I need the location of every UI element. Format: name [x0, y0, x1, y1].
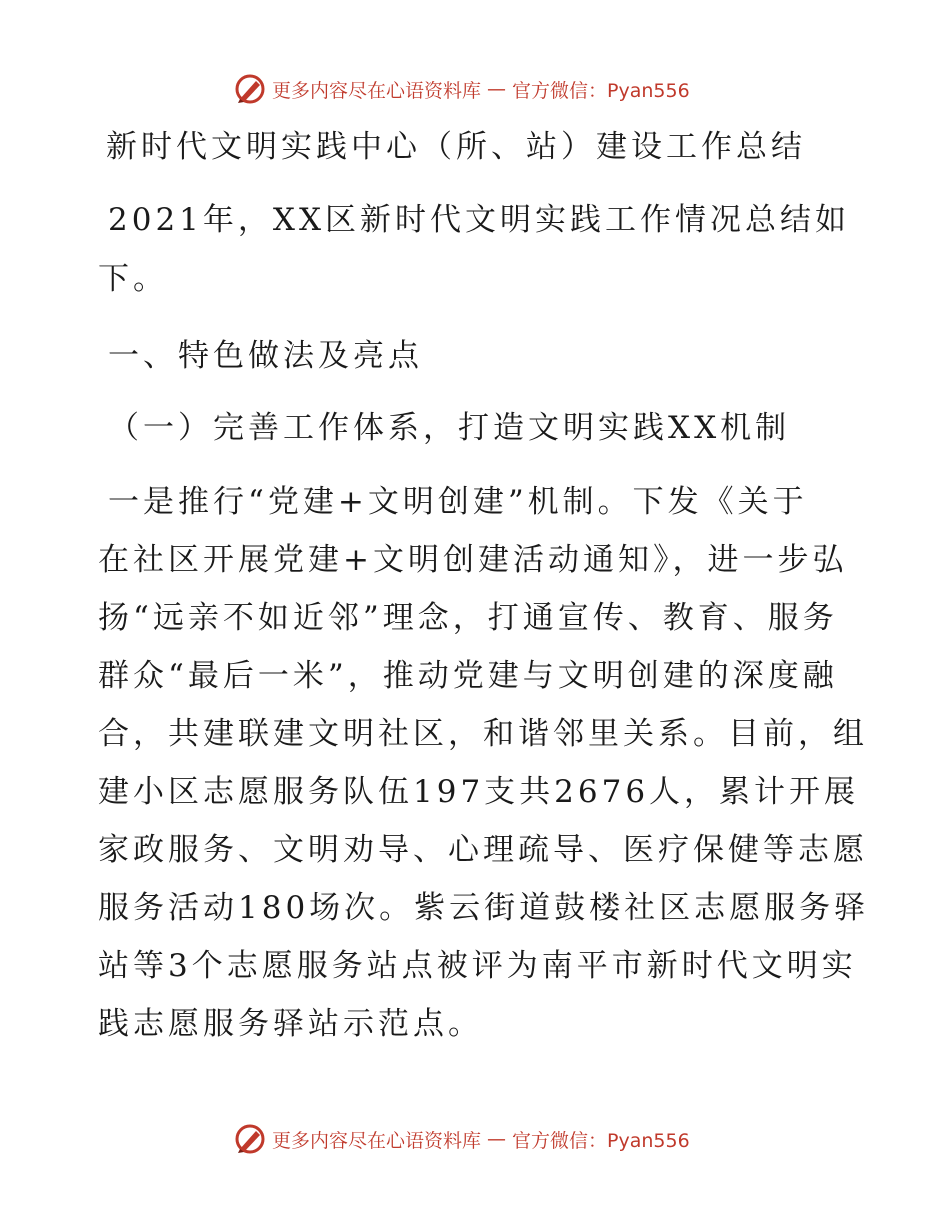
section-heading-1: 一、特色做法及亮点 [108, 338, 423, 374]
watermark-contact: 官方微信：Pyan556 [512, 79, 690, 102]
body-line: 践志愿服务驿站示范点。 [98, 1006, 483, 1042]
watermark-banner-top [234, 72, 690, 106]
body-line: 建小区志愿服务队伍197支共2676人，累计开展 [98, 774, 860, 810]
subsection-heading-1: （一）完善工作体系，打造文明实践XX机制 [108, 410, 791, 446]
watermark-dash: — [487, 1128, 507, 1150]
body-line: 站等3个志愿服务站点被评为南平市新时代文明实 [98, 948, 857, 984]
body-line: 扬“远亲不如近邻”理念，打通宣传、教育、服务 [98, 600, 838, 636]
watermark-banner-bottom [234, 1122, 690, 1156]
body-line: 家政服务、文明劝导、心理疏导、医疗保健等志愿 [98, 832, 868, 868]
watermark-contact: 官方微信：Pyan556 [512, 1129, 690, 1152]
pen-logo-icon [234, 73, 266, 105]
body-line: 服务活动180场次。紫云街道鼓楼社区志愿服务驿 [98, 890, 870, 926]
watermark-text: 更多内容尽在心语资料库 [272, 1129, 482, 1152]
document-title: 新时代文明实践中心（所、站）建设工作总结 [106, 129, 806, 165]
pen-logo-icon [234, 1123, 266, 1155]
body-line: 在社区开展党建+文明创建活动通知》，进一步弘 [98, 542, 848, 578]
watermark-dash: — [487, 78, 507, 100]
body-line: 一是推行“党建+文明创建”机制。下发《关于 [108, 484, 808, 520]
body-line: 群众“最后一米”，推动党建与文明创建的深度融 [98, 658, 838, 694]
body-line: 合，共建联建文明社区，和谐邻里关系。目前，组 [98, 716, 868, 752]
intro-line-2: 下。 [98, 261, 168, 297]
watermark-text: 更多内容尽在心语资料库 [272, 79, 482, 102]
intro-line-1: 2021年，XX区新时代文明实践工作情况总结如 [108, 202, 851, 238]
